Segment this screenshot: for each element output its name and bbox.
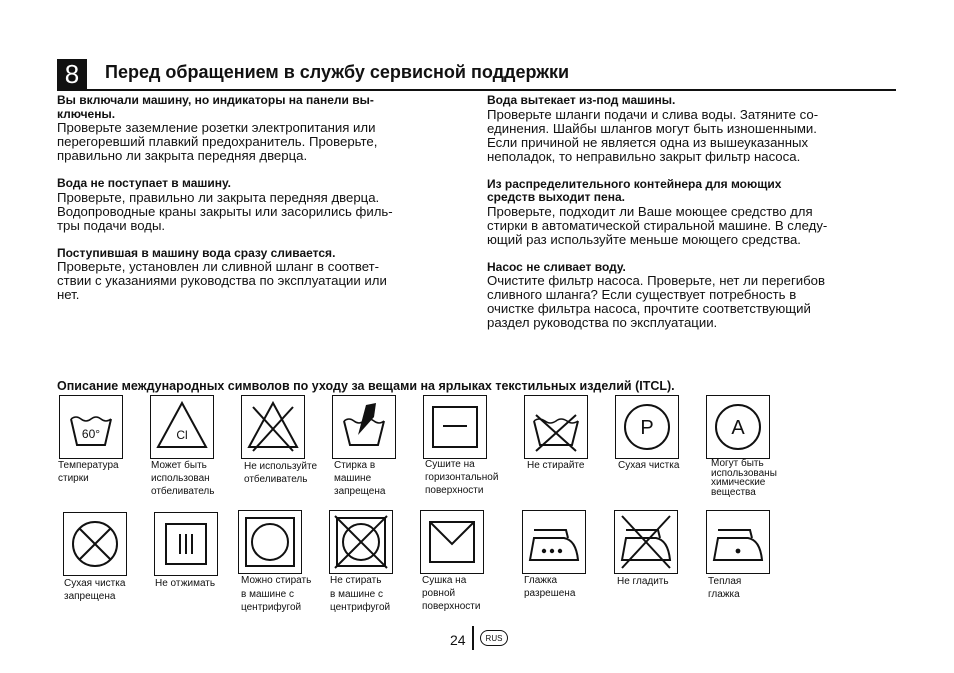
troubleshoot-item bbox=[487, 178, 897, 247]
item-text: Очистите фильтр насоса. Проверьте, нет ли перегибов сливного шланга? Если существует потребность в очистке фильтра насоса, прочтите соответствующий раздел руководства по эксплуатации. bbox=[487, 273, 826, 330]
dry-clean-symbol: A bbox=[731, 417, 745, 439]
item-heading: Вода не поступает в машину. bbox=[57, 176, 231, 190]
hand-wash-no-machine-icon bbox=[332, 395, 396, 459]
wash-60-icon bbox=[59, 395, 123, 459]
symbol-label: Сухая чистка bbox=[618, 460, 680, 471]
symbol-label: Могут быть использованы химические вещества bbox=[711, 458, 777, 498]
troubleshoot-item bbox=[487, 94, 897, 164]
dry-clean-p-icon bbox=[615, 395, 679, 459]
bleach-symbol: Cl bbox=[176, 428, 188, 442]
symbol-label: Глажка разрешена bbox=[524, 575, 576, 599]
item-heading: Из распределительного контейнера для моющих средств выходит пена. bbox=[487, 176, 782, 204]
iron-high-icon bbox=[522, 510, 586, 574]
symbol-label: Не используйте отбеливатель bbox=[244, 461, 318, 485]
drip-dry-icon bbox=[420, 510, 484, 574]
symbol-label: Не стирать в машине с центрифугой bbox=[330, 575, 391, 613]
item-text: Проверьте, подходит ли Ваше моющее средство для стирки в автоматической стиральной машине. В следу- ющий раз используйте меньше моющего средства. bbox=[487, 203, 828, 247]
symbol-label: Можно стирать в машине с центрифугой bbox=[241, 575, 312, 613]
iron-low-icon bbox=[706, 510, 770, 574]
item-text: Проверьте шланги подачи и слива воды. Затяните со- единения. Шайбы шлангов могут быть изношенными. Если причиной не является одна из вышеуказанных неполадок, то неправильно закрыт фильтр насоса. bbox=[487, 106, 819, 164]
symbol-label: Не гладить bbox=[617, 576, 669, 587]
item-heading: Насос не сливает воду. bbox=[487, 259, 626, 274]
itcl-title: Описание международных символов по уходу за вещами на ярлыках текстильных изделий (ITCL). bbox=[57, 379, 675, 393]
left-column bbox=[57, 94, 461, 316]
item-text: Проверьте, правильно ли закрыта передняя дверца. Водопроводные краны закрыты или засорились филь- тры подачи воды. bbox=[57, 189, 393, 233]
no-dry-clean-icon bbox=[63, 512, 127, 576]
wash-temp: 60° bbox=[81, 427, 101, 441]
troubleshoot-item bbox=[57, 247, 461, 303]
troubleshoot-item bbox=[487, 261, 897, 331]
symbol-label: Теплая глажка bbox=[708, 576, 742, 600]
symbol-label: Стирка в машине запрещена bbox=[334, 460, 386, 497]
symbol-label: Температура стирки bbox=[58, 460, 119, 484]
item-heading: Вода вытекает из-под машины. bbox=[487, 93, 676, 107]
do-not-wring-icon bbox=[154, 512, 218, 576]
dry-clean-a-icon bbox=[706, 395, 770, 459]
symbol-label: Не стирайте bbox=[527, 460, 585, 471]
troubleshoot-item bbox=[57, 177, 461, 233]
item-text: Проверьте, установлен ли сливной шланг в соответ- ствии с указаниями руководства по эксплуатации или нет. bbox=[57, 259, 387, 302]
item-heading: Вы включали машину, но индикаторы на панели вы- ключены. bbox=[57, 93, 374, 121]
do-not-iron-icon bbox=[614, 510, 678, 574]
symbol-label: Не отжимать bbox=[155, 578, 216, 589]
page-title: Перед обращением в службу сервисной поддержки bbox=[105, 62, 570, 82]
dry-clean-symbol: P bbox=[640, 417, 654, 439]
language-badge: RUS bbox=[480, 630, 508, 646]
symbol-label: Сушка на ровной поверхности bbox=[422, 575, 481, 612]
page-number: 24 bbox=[450, 632, 466, 648]
troubleshoot-item bbox=[57, 94, 461, 163]
bleach-cl-icon bbox=[150, 395, 214, 459]
symbol-label: Сухая чистка запрещена bbox=[64, 578, 126, 602]
title-rule bbox=[57, 89, 896, 91]
symbol-label: Сушите на горизонтальной поверхности bbox=[425, 459, 499, 496]
right-column bbox=[487, 94, 897, 344]
item-text: Проверьте заземление розетки электропитания или перегоревший плавкий предохранитель. Проверьте, правильно ли закрыта передняя дверца. bbox=[57, 120, 378, 163]
no-bleach-icon bbox=[241, 395, 305, 459]
section-number: 8 bbox=[57, 59, 87, 89]
do-not-wash-icon bbox=[524, 395, 588, 459]
symbol-label: Может быть использован отбеливатель bbox=[151, 460, 215, 497]
tumble-dry-icon bbox=[238, 510, 302, 574]
footer-divider bbox=[472, 626, 474, 650]
dry-flat-icon bbox=[423, 395, 487, 459]
no-tumble-dry-icon bbox=[329, 510, 393, 574]
item-heading: Поступившая в машину вода сразу сливается. bbox=[57, 245, 336, 260]
